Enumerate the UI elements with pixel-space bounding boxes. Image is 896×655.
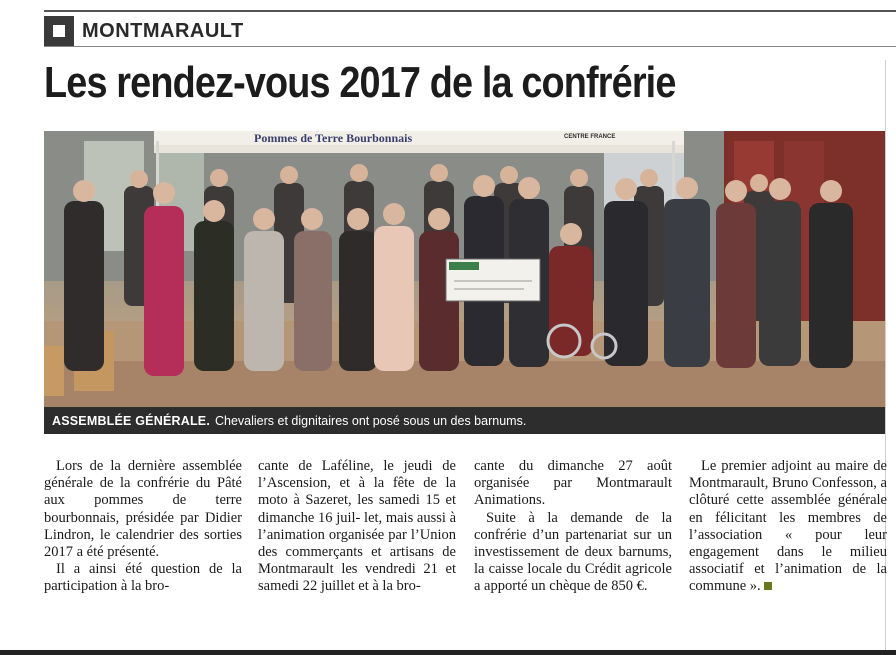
group-photo bbox=[44, 131, 885, 407]
photo-caption bbox=[44, 407, 885, 434]
section-square-icon bbox=[44, 16, 74, 46]
article-paragraph: Lors de la dernière assemblée générale de la confrérie du Pâté aux pommes de terre bourbonnais, présidée par Didier Lindron, le calendrier des sorties 2017 a été présenté. bbox=[44, 458, 242, 561]
caption-lead: ASSEMBLÉE GÉNÉRALE. bbox=[52, 413, 210, 428]
article-column-1 bbox=[44, 458, 242, 596]
bottom-rule bbox=[0, 650, 896, 655]
article-paragraph: Suite à la demande de la confrérie d’un partenariat sur un investissement de deux barnums, la caisse locale du Crédit agricole a apporté un chèque de 850 €. bbox=[474, 509, 672, 595]
headline: Les rendez-vous 2017 de la confrérie bbox=[44, 58, 676, 107]
article-column-2 bbox=[258, 458, 456, 596]
section-header bbox=[44, 16, 896, 46]
article-paragraph: Il a ainsi été question de la participation à la bro- bbox=[44, 561, 242, 595]
article-paragraph: cante du dimanche 27 août organisée par Montmarault Animations. bbox=[474, 458, 672, 509]
article-column-4 bbox=[689, 458, 887, 596]
end-marker-icon bbox=[764, 582, 772, 590]
section-label: MONTMARAULT bbox=[82, 19, 244, 42]
section-divider bbox=[44, 46, 896, 47]
caption-text: Chevaliers et dignitaires ont posé sous un des barnums. bbox=[215, 413, 527, 428]
article-paragraph: Le premier adjoint au maire de Montmarault, Bruno Confesson, a clôturé cette assemblée générale en félicitant les membres de l’association « pour leur engagement dans le milieu associatif et l’animation de la commune ». bbox=[689, 458, 887, 595]
banner-small-text: CENTRE FRANCE bbox=[564, 134, 616, 140]
group-photo-illustration bbox=[44, 131, 885, 407]
article-paragraph: cante de Laféline, le jeudi de l’Ascension, et à la fête de la moto à Sazeret, les samedi 15 et dimanche 16 juil- let, mais aussi à l’animation organisée par l’Union des commerçants et artisans de Montmarault les vendredi 21 et samedi 22 juillet et à la bro- bbox=[258, 458, 456, 595]
banner-text: Pommes de Terre Bourbonnais bbox=[254, 131, 413, 145]
article-column-3 bbox=[474, 458, 672, 596]
top-rule bbox=[44, 10, 896, 12]
